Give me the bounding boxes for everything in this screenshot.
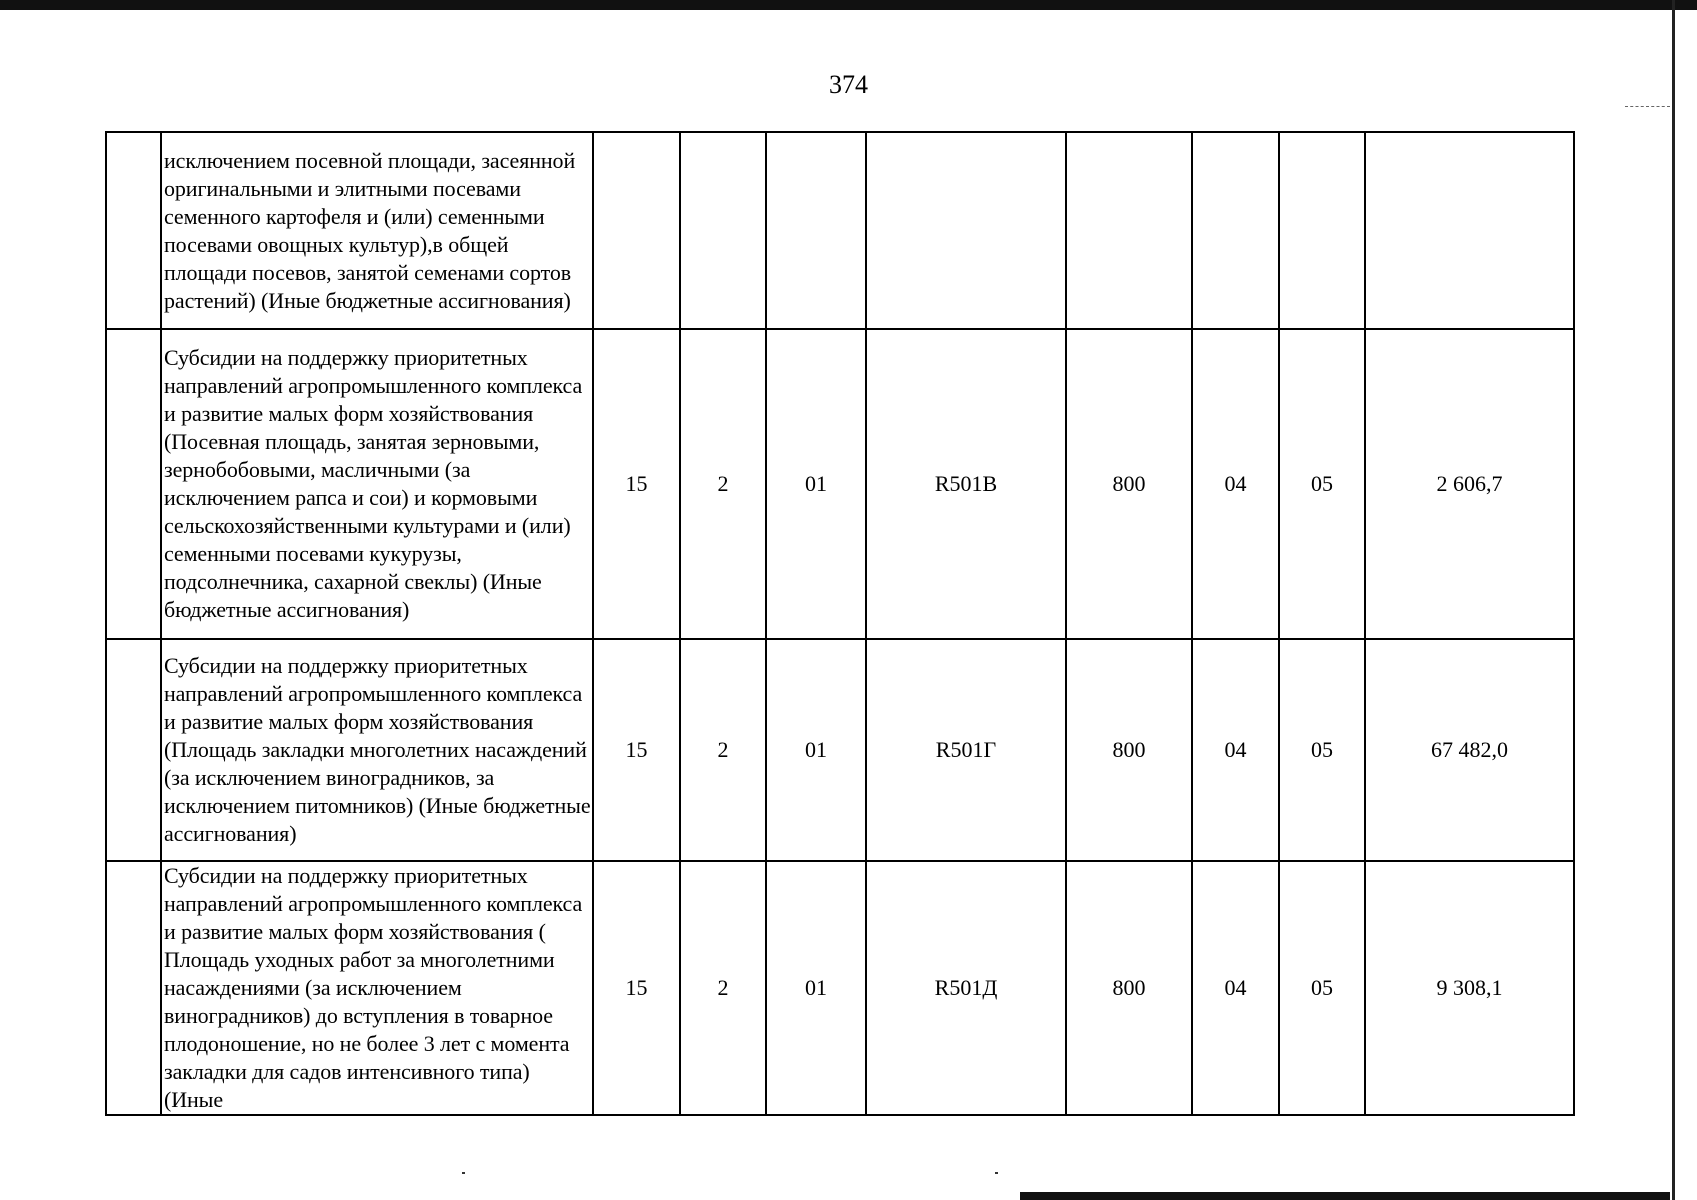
description-cell: Субсидии на поддержку приоритетных направлений агропромышленного комплекса и развитие малых форм хозяйствования ( Площадь уходных работ за многолетними насаждениями (за исключением виноградников) до вступления в товарное плодоношение, но не более 3 лет с момента закладки для садов интенсивного типа) (Иные [161, 861, 593, 1115]
page-number: 374 [829, 70, 868, 99]
subsection-cell: 05 [1279, 639, 1365, 861]
target-code-cell [866, 132, 1066, 329]
table-row [106, 639, 1574, 861]
subsection-cell: 05 [1279, 329, 1365, 639]
section-cell: 04 [1192, 861, 1279, 1115]
code-cell-1: 15 [593, 861, 680, 1115]
code-cell-3: 01 [766, 329, 866, 639]
row-number-cell [106, 132, 161, 329]
section-cell [1192, 132, 1279, 329]
code-cell-2 [680, 132, 766, 329]
row-number-cell [106, 639, 161, 861]
expense-type-cell: 800 [1066, 639, 1192, 861]
scan-speck [462, 1172, 465, 1174]
subsection-cell [1279, 132, 1365, 329]
table-row [106, 861, 1574, 1115]
code-cell-3: 01 [766, 861, 866, 1115]
row-number-cell [106, 329, 161, 639]
description-cell: Субсидии на поддержку приоритетных направлений агропромышленного комплекса и развитие малых форм хозяйствования (Площадь закладки многолетних насаждений (за исключением виноградников, за исключением питомников) (Иные бюджетные ассигнования) [161, 639, 593, 861]
budget-table [105, 131, 1575, 1116]
code-cell-2: 2 [680, 639, 766, 861]
code-cell-1: 15 [593, 639, 680, 861]
expense-type-cell [1066, 132, 1192, 329]
expense-type-cell: 800 [1066, 329, 1192, 639]
scan-top-edge [0, 0, 1697, 10]
scan-right-edge [1672, 0, 1675, 1200]
code-cell-3: 01 [766, 639, 866, 861]
amount-cell: 2 606,7 [1365, 329, 1574, 639]
code-cell-3 [766, 132, 866, 329]
amount-cell: 67 482,0 [1365, 639, 1574, 861]
code-cell-2: 2 [680, 329, 766, 639]
amount-cell [1365, 132, 1574, 329]
subsection-cell: 05 [1279, 861, 1365, 1115]
code-cell-1 [593, 132, 680, 329]
section-cell: 04 [1192, 329, 1279, 639]
target-code-cell: R501В [866, 329, 1066, 639]
table-row [106, 329, 1574, 639]
target-code-cell: R501Д [866, 861, 1066, 1115]
target-code-cell: R501Г [866, 639, 1066, 861]
table-row [106, 132, 1574, 329]
description-cell: Субсидии на поддержку приоритетных направлений агропромышленного комплекса и развитие малых форм хозяйствования (Посевная площадь, занятая зерновыми, зернобобовыми, масличными (за исключением рапса и сои) и кормовыми сельскохозяйственными культурами и (или) семенными посевами кукурузы, подсолнечника, сахарной свеклы) (Иные бюджетные ассигнования) [161, 329, 593, 639]
scan-dash-line [1625, 106, 1670, 107]
row-number-cell [106, 861, 161, 1115]
scan-bottom-bar [1020, 1192, 1670, 1200]
description-cell: исключением посевной площади, засеянной оригинальными и элитными посевами семенного картофеля и (или) семенными посевами овощных культур),в общей площади посевов, занятой семенами сортов растений) (Иные бюджетные ассигнования) [161, 132, 593, 329]
expense-type-cell: 800 [1066, 861, 1192, 1115]
code-cell-1: 15 [593, 329, 680, 639]
code-cell-2: 2 [680, 861, 766, 1115]
scan-speck [995, 1172, 998, 1174]
amount-cell: 9 308,1 [1365, 861, 1574, 1115]
section-cell: 04 [1192, 639, 1279, 861]
